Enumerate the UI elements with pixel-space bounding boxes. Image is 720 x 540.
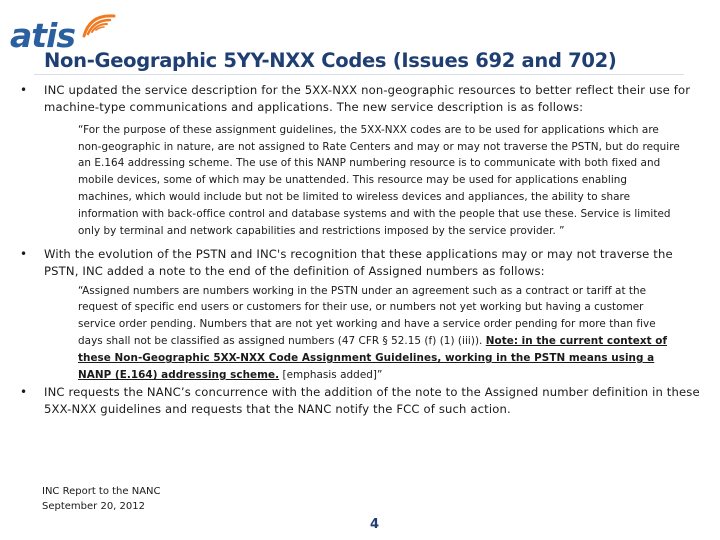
bullet-item	[18, 246, 708, 280]
title-divider	[34, 74, 684, 75]
bullet-item	[18, 82, 708, 116]
footer-report-name: INC Report to the NANC	[42, 486, 161, 497]
atis-swirl-icon	[80, 10, 118, 40]
assigned-numbers-quote	[78, 283, 683, 384]
bullet-item	[18, 384, 708, 418]
atis-logo	[10, 10, 110, 54]
page-number: 4	[370, 517, 380, 532]
footer-date: September 20, 2012	[42, 500, 145, 512]
bullet-text: INC updated the service description for the 5XX-NXX non-geographic resources to better reflect their use for machine-type communications and applications. The new service description is as follows:	[44, 83, 691, 114]
quote-text: “Assigned numbers are numbers working in the PSTN under an agreement such as a contract or tariff at the request of specific end users or customers for their use, or numbers not yet working but having a customer service order pending. Numbers that are not yet working and have a service order pending for more than five days shall not be classified as assigned numbers (47 CFR § 52.15 (f) (1) (iii)).	[78, 284, 656, 348]
bullet-text: With the evolution of the PSTN and INC's recognition that these applications may or may not traverse the PSTN, INC added a note to the end of the definition of Assigned numbers as follows:	[44, 246, 673, 278]
slide-footer	[42, 485, 161, 514]
quote-text: [emphasis added]”	[279, 369, 383, 382]
logo-text: atis	[10, 16, 75, 55]
bullet-text: INC requests the NANC’s concurrence with the addition of the note to the Assigned number definition in these 5XX-NXX guidelines and requests that the NANC notify the FCC of such action.	[44, 384, 700, 416]
slide-content	[18, 82, 708, 418]
bullet-marker: •	[20, 384, 28, 399]
slide-title: Non-Geographic 5YY-NXX Codes (Issues 692 and 702)	[44, 49, 617, 72]
emphasized-note: Note: in the current context of these Non-Geographic 5XX-NXX Code Assignment Guidelines, working in the PSTN means using a NANP (E.164) addressing scheme.	[78, 335, 668, 382]
bullet-marker: •	[20, 83, 28, 97]
service-description-quote: “For the purpose of these assignment guidelines, the 5XX-NXX codes are to be used for applications which are non-geographic in nature, are not assigned to Rate Centers and may or may not traverse the PSTN, but do require an E.164 addressing scheme. The use of this NANP numbering resource is to communicate with both fixed and mobile devices, some of which may be unattended. This resource may be used for applications enabling machines, which would include but not be limited to wireless devices and appliances, the ability to share information with back-office control and database systems and with the people that use these. Service is limited only by terminal and network capabilities and restrictions imposed by the service provider. ”	[78, 123, 680, 238]
bullet-marker: •	[20, 246, 28, 261]
